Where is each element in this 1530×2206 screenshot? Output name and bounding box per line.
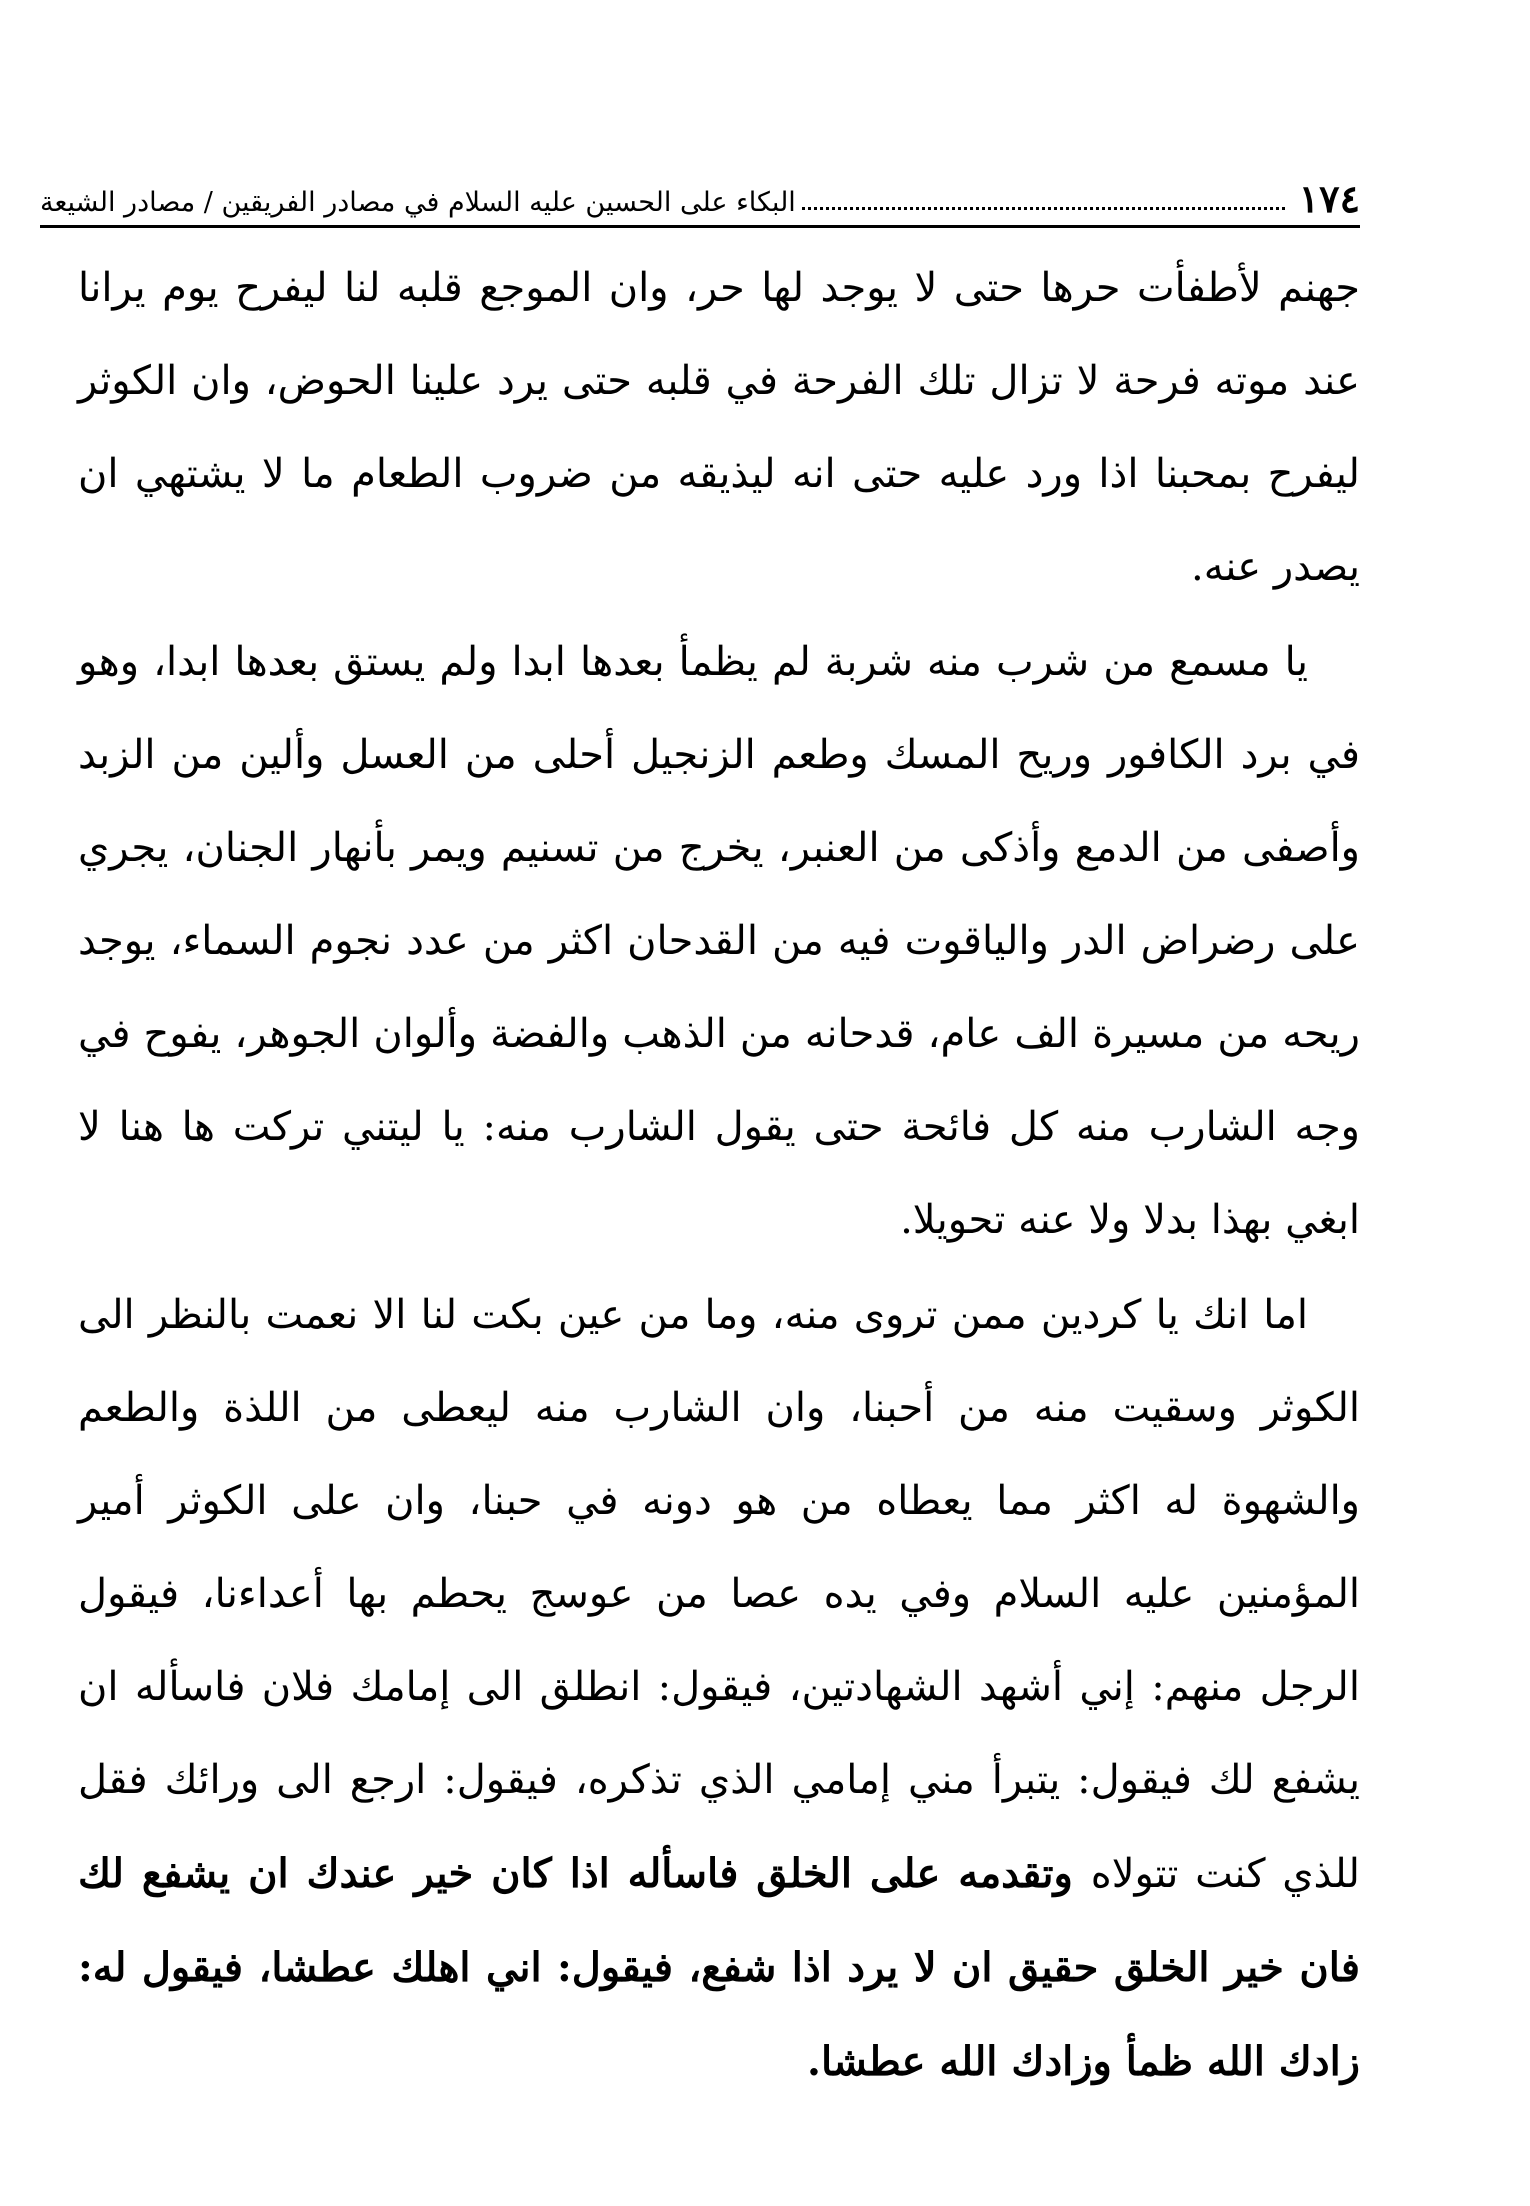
body-text xyxy=(78,242,1360,2109)
page-number: ١٧٤ xyxy=(1298,176,1360,221)
running-header xyxy=(40,148,1360,221)
paragraph-3-bold-text: وتقدمه على الخلق فاسأله اذا كان خير عندك ان يشفع لك فان خير الخلق حقيق ان لا يرد اذا شفع، فيقول: اني اهلك عطشا، فيقول له: زادك الله ظمأ وزادك الله عطشا. xyxy=(78,1850,1360,2085)
paragraph-2: يا مسمع من شرب منه شربة لم يظمأ بعدها ابدا ولم يستق بعدها ابدا، وهو في برد الكافور وريح المسك وطعم الزنجيل أحلى من العسل وألين من الزبد وأصفى من الدمع وأذكى من العنبر، يخرج من تسنيم ويمر بأنهار الجنان، يجري على رضراض الدر والياقوت فيه من القدحان اكثر من عدد نجوم السماء، يوجد ريحه من مسيرة الف عام، قدحانه من الذهب والفضة وألوان الجوهر، يفوح في وجه الشارب منه كل فائحة حتى يقول الشارب منه: يا ليتني تركت ها هنا لا ابغي بهذا بدلا ولا عنه تحويلا. xyxy=(78,639,1360,1243)
paragraph-1: جهنم لأطفأت حرها حتى لا يوجد لها حر، وان الموجع قلبه لنا ليفرح يوم يرانا عند موته فرحة لا تزال تلك الفرحة في قلبه حتى يرد علينا الحوض، وان الكوثر ليفرح بمحبنا اذا ورد عليه حتى انه ليذيقه من ضروب الطعام ما لا يشتهي ان يصدر عنه. xyxy=(78,265,1360,590)
running-title: البكاء على الحسين عليه السلام في مصادر الفريقين / مصادر الشيعة xyxy=(40,187,796,218)
header-dot-leader xyxy=(802,207,1285,210)
paragraph-3 xyxy=(78,1269,1360,2109)
paragraph-3-regular-text: اما انك يا كردين ممن تروى منه، وما من عين بكت لنا الا نعمت بالنظر الى الكوثر وسقيت منه من أحبنا، وان الشارب منه ليعطى من اللذة والطعم والشهوة له اكثر مما يعطاه من هو دونه في حبنا، وان على الكوثر أمير المؤمنين عليه السلام وفي يده عصا من عوسج يحطم بها أعداءنا، فيقول الرجل منهم: إني أشهد الشهادتين، فيقول: انطلق الى إمامك فلان فاسأله ان يشفع لك فيقول: يتبرأ مني إمامي الذي تذكره، فيقول: ارجع الى ورائك فقل للذي كنت تتولاه xyxy=(78,1292,1360,1897)
header-rule xyxy=(40,225,1360,228)
